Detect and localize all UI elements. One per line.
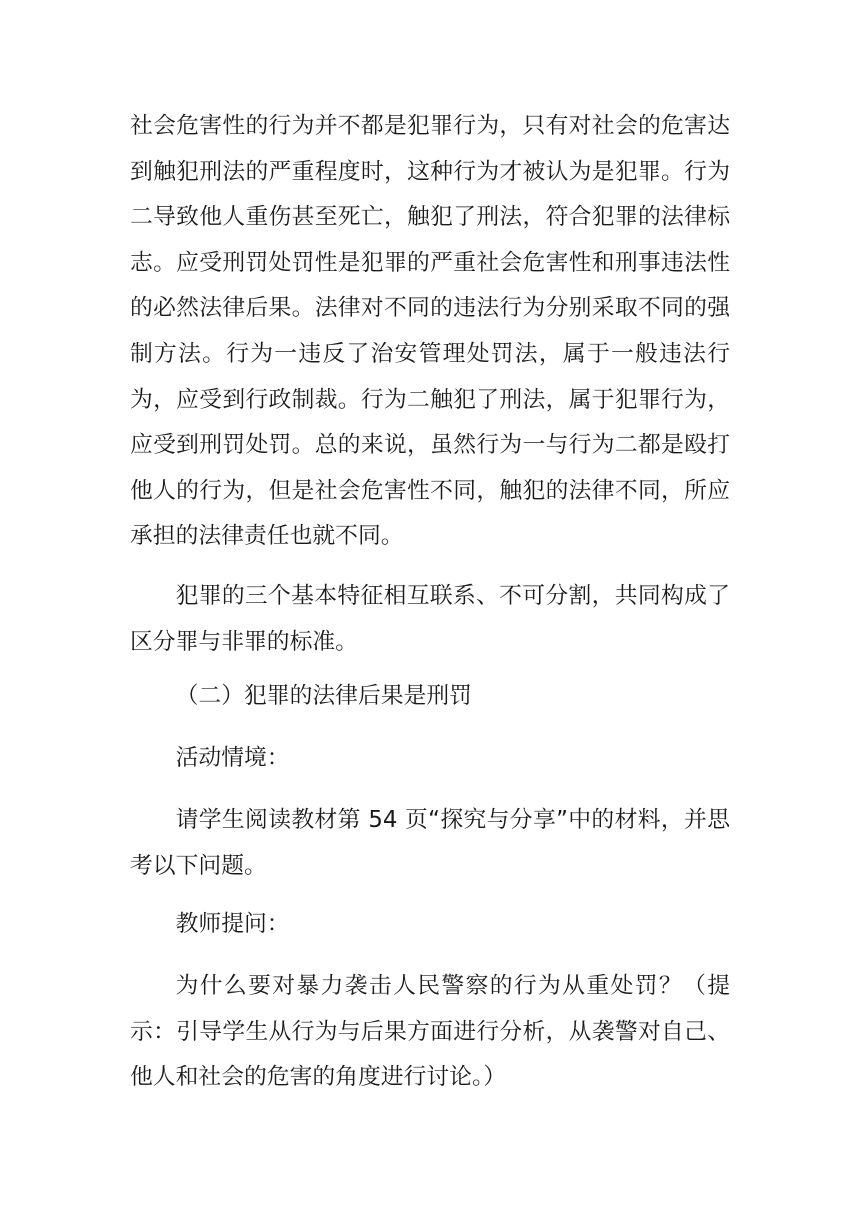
section-heading-penalty: （二）犯罪的法律后果是刑罚 — [175, 683, 472, 709]
paragraph-crime-analysis: 社会危害性的行为并不都是犯罪行为，只有对社会的危害达到触犯刑法的严重程度时，这种行为才被认为是犯罪。行为二导致他人重伤甚至死亡，触犯了刑法，符合犯罪的法律标志。应受刑罚处罚性是犯罪的严重社会危害性和刑事违法性的必然法律后果。法律对不同的违法行为分别采取不同的强制方法。行为一违反了治安管理处罚法，属于一般违法行为，应受到行政制裁。行为二触犯了刑法，属于犯罪行为，应受到刑罚处罚。总的来说，虽然行为一与行为二都是殴打他人的行为，但是社会危害性不同，触犯的法律不同，所应承担的法律责任也就不同。 — [130, 113, 730, 550]
paragraph-question-hint: 为什么要对暴力袭击人民警察的行为从重处罚？（提示：引导学生从行为与后果方面进行分析，从袭警对自己、他人和社会的危害的角度进行讨论。） — [130, 973, 730, 1091]
paragraph-three-features: 犯罪的三个基本特征相互联系、不可分割，共同构成了区分罪与非罪的标准。 — [130, 583, 730, 655]
paragraph-reading-task: 请学生阅读教材第 54 页“探究与分享”中的材料，并思考以下问题。 — [130, 807, 730, 879]
label-teacher-question: 教师提问： — [175, 911, 290, 937]
label-activity-scenario: 活动情境： — [175, 745, 290, 771]
